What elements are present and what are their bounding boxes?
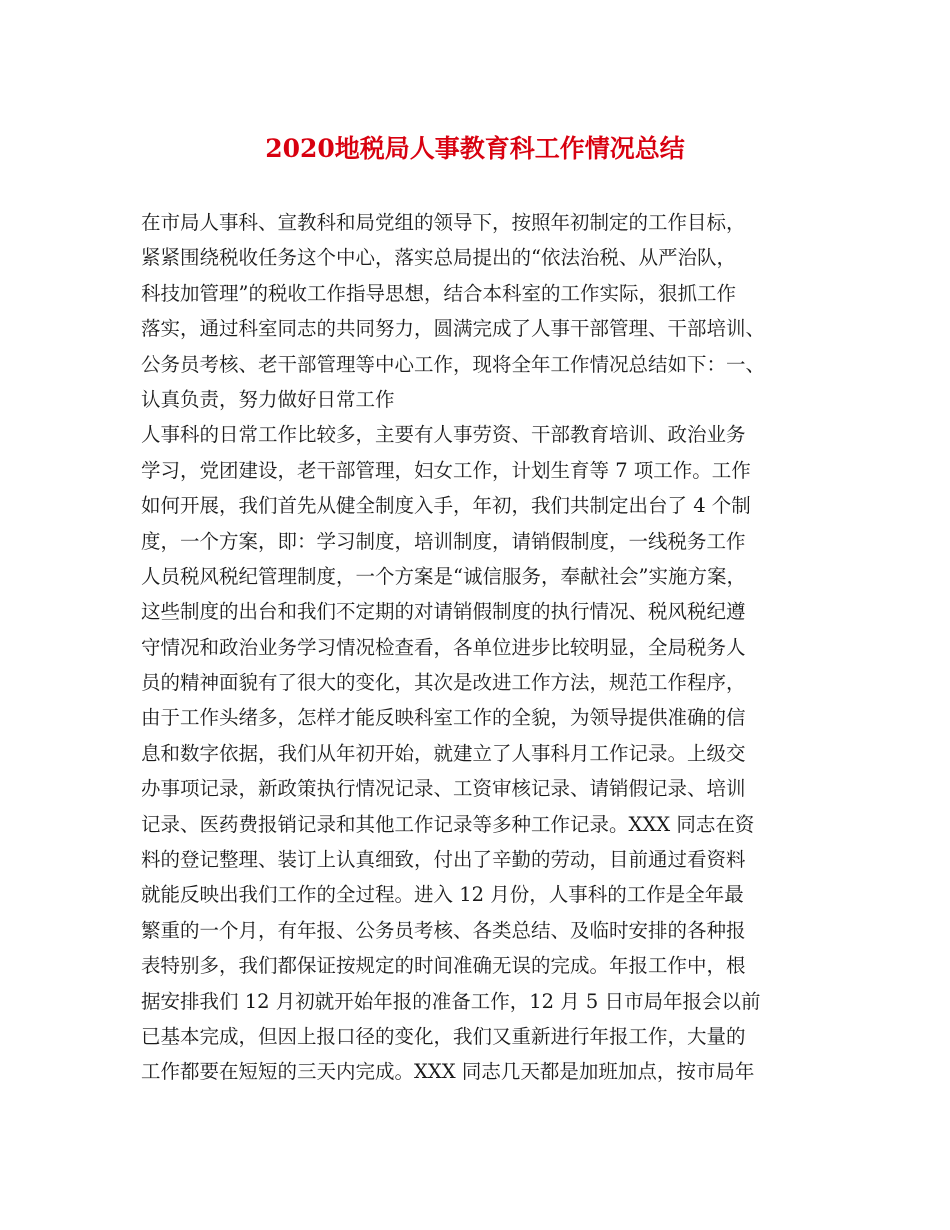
document-title: 2020地税局人事教育科工作情况总结 bbox=[265, 134, 685, 163]
body-line: 记录、医药费报销记录和其他工作记录等多种工作记录。XXX 同志在资 bbox=[141, 812, 755, 836]
body-line: 紧紧围绕税收任务这个中心，落实总局提出的“依法治税、从严治队， bbox=[141, 246, 736, 270]
body-line: 息和数字依据，我们从年初开始，就建立了人事科月工作记录。上级交 bbox=[141, 741, 746, 765]
document-body bbox=[141, 205, 841, 1090]
body-line: 人员税风税纪管理制度，一个方案是“诚信服务，奉献社会”实施方案， bbox=[141, 564, 746, 588]
body-line: 这些制度的出台和我们不定期的对请销假制度的执行情况、税风税纪遵 bbox=[141, 600, 746, 624]
body-line: 繁重的一个月，有年报、公务员考核、各类总结、及临时安排的各种报 bbox=[141, 918, 746, 942]
body-line: 守情况和政治业务学习情况检查看，各单位进步比较明显，全局税务人 bbox=[141, 635, 746, 659]
body-line: 学习，党团建设，老干部管理，妇女工作，计划生育等 7 项工作。工作 bbox=[141, 458, 751, 482]
body-line: 度，一个方案，即：学习制度，培训制度，请销假制度，一线税务工作 bbox=[141, 529, 746, 553]
body-line: 在市局人事科、宣教科和局党组的领导下，按照年初制定的工作目标， bbox=[141, 211, 746, 234]
body-line: 如何开展，我们首先从健全制度入手，年初，我们共制定出台了 4 个制 bbox=[141, 494, 751, 518]
body-line: 由于工作头绪多，怎样才能反映科室工作的全貌，为领导提供准确的信 bbox=[141, 706, 746, 730]
body-line: 办事项记录，新政策执行情况记录、工资审核记录、请销假记录、培训 bbox=[141, 777, 746, 801]
body-line: 料的登记整理、装订上认真细致，付出了辛勤的劳动，目前通过看资料 bbox=[141, 848, 746, 872]
body-line: 认真负责，努力做好日常工作 bbox=[141, 387, 395, 411]
body-line: 就能反映出我们工作的全过程。进入 12 月份，人事科的工作是全年最 bbox=[141, 883, 744, 907]
body-line: 据安排我们 12 月初就开始年报的准备工作，12 月 5 日市局年报会以前 bbox=[141, 989, 761, 1013]
body-line: 落实，通过科室同志的共同努力，圆满完成了人事干部管理、干部培训、 bbox=[141, 317, 766, 341]
body-line: 人事科的日常工作比较多，主要有人事劳资、干部教育培训、政治业务 bbox=[141, 423, 746, 447]
body-line: 员的精神面貌有了很大的变化，其次是改进工作方法，规范工作程序， bbox=[141, 671, 746, 695]
body-line: 科技加管理”的税收工作指导思想，结合本科室的工作实际，狠抓工作 bbox=[141, 281, 736, 305]
body-line: 工作都要在短短的三天内完成。XXX 同志几天都是加班加点，按市局年 bbox=[141, 1060, 755, 1084]
body-line: 表特别多，我们都保证按规定的时间准确无误的完成。年报工作中，根 bbox=[141, 954, 746, 978]
body-line: 已基本完成，但因上报口径的变化，我们又重新进行年报工作，大量的 bbox=[141, 1024, 746, 1048]
body-line: 公务员考核、老干部管理等中心工作，现将全年工作情况总结如下：一、 bbox=[141, 352, 766, 376]
